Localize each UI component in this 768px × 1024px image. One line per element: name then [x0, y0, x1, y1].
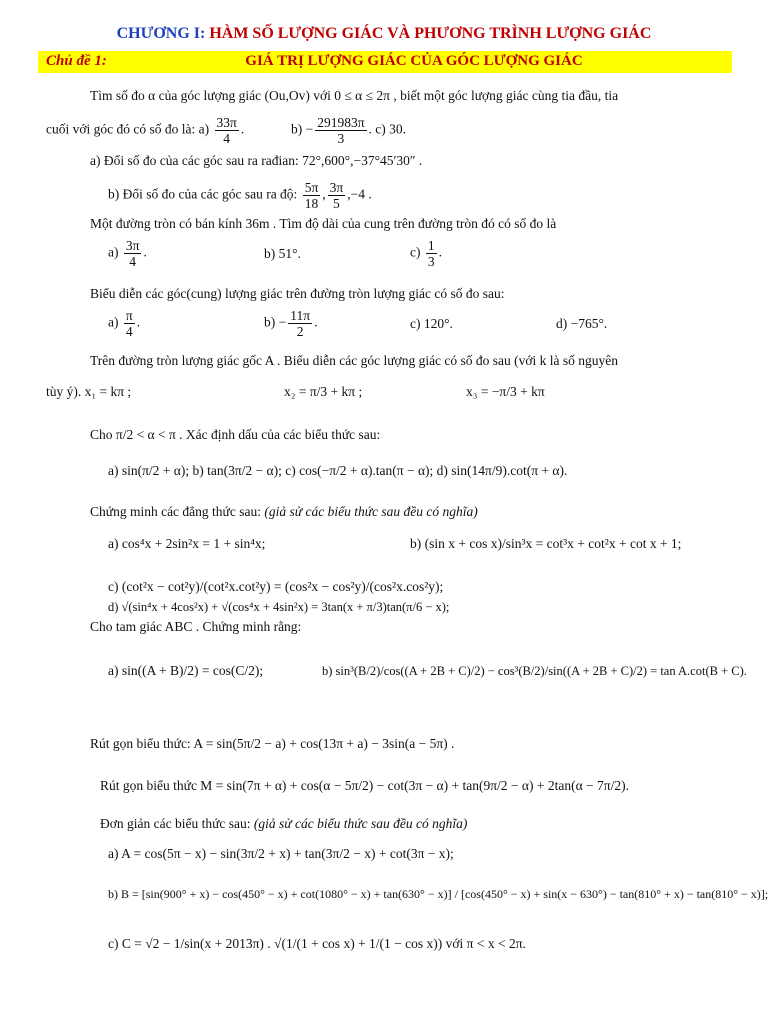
denominator: 18	[304, 196, 319, 211]
topic-title: GIÁ TRỊ LƯỢNG GIÁC CỦA GÓC LƯỢNG GIÁC	[245, 53, 583, 69]
problem-12-intro	[100, 815, 467, 833]
denominator: 4	[125, 324, 133, 339]
fraction	[303, 180, 321, 211]
problem-1-b-label: b)	[290, 121, 303, 137]
numerator: 3π	[125, 238, 140, 253]
problem-3: b) Đổi số đo của các góc sau ra độ: $\frac{5\pi}{18}$ , $\frac{3\pi}{5}$ ,−4 .	[108, 180, 372, 211]
problem-5-option-a: a) $\frac{\pi}{4}$ .	[108, 308, 141, 339]
problem-1-c: c) 30.	[375, 121, 407, 137]
problem-8-intro	[90, 503, 478, 521]
problem-12-hint: (giả sử các biểu thức sau đều có nghĩa)	[253, 816, 468, 831]
fraction	[328, 180, 346, 211]
problem-3-text: b) Đổi số đo của các góc sau ra độ:	[108, 186, 298, 202]
problem-7: Cho π/2 < α < π . Xác định dấu của các biểu thức sau:	[90, 427, 381, 442]
problem-8-text: Chứng minh các đẳng thức sau:	[90, 504, 261, 519]
numerator: 3π	[329, 180, 344, 195]
topic-label: Chủ đề 1:	[46, 53, 107, 69]
problem-8-a: a) cos⁴x + 2sin²x = 1 + sin⁴x;	[108, 536, 266, 551]
problem-1-text: cuối với góc đó có số đo là:	[46, 121, 196, 137]
numerator: 1	[427, 238, 435, 253]
problem-12-a: a) A = cos(5π − x) − sin(3π/2 + x) + tan(3π/2 − x) + cot(3π − x);	[108, 846, 454, 861]
numerator: 33π	[216, 115, 237, 130]
chapter-heading	[0, 25, 768, 43]
problem-8-d: d) √(sin⁴x + 4cos²x) + √(cos⁴x + 4sin²x) = 3tan(x + π/3)tan(π/6 − x);	[108, 600, 450, 614]
problem-8-c: c) (cot²x − cot²y)/(cot²x.cot²y) = (cos²x − cos²y)/(cos²x.cos²y);	[108, 579, 444, 594]
chapter-lead: CHƯƠNG I:	[116, 25, 206, 42]
fraction	[124, 308, 135, 339]
problem-9-a: a) sin((A + B)/2) = cos(C/2);	[108, 663, 264, 678]
numerator: π	[125, 308, 133, 323]
problem-4-options: a) $\frac{3\pi}{4}$ .	[108, 238, 147, 269]
denominator: 3	[337, 131, 345, 146]
numerator: 291983π	[317, 115, 365, 130]
problem-4-option-b: b) 51°.	[264, 246, 301, 261]
option-a-label: a)	[108, 314, 119, 330]
problem-1-line-2: cuối với góc đó có số đo là: a) $\frac{33\pi}{4}$ . b) − $\frac{291983\pi}{3}$ . c) 30.	[46, 115, 407, 146]
option-b-label: b)	[264, 314, 276, 330]
problem-6-line-1: Trên đường tròn lượng giác gốc A . Biểu diễn các góc lượng giác có số đo sau (với k là số nguyên	[90, 353, 619, 368]
problem-1-line-1: Tìm số đo α của góc lượng giác (Ou,Ov) với 0 ≤ α ≤ 2π , biết một góc lượng giác cùng tia đầu, tia	[90, 88, 619, 103]
option-a-label: a)	[108, 244, 119, 260]
chapter-title: HÀM SỐ LƯỢNG GIÁC VÀ PHƯƠNG TRÌNH LƯỢNG GIÁC	[209, 25, 652, 42]
denominator: 4	[223, 131, 231, 146]
problem-12-b: b) B = [sin(900° + x) − cos(450° − x) + cot(1080° − x) + tan(630° − x)] / [cos(450° − x) + sin(x − 630°) − tan(810° + x) − tan(810° − x)];	[108, 887, 768, 901]
problem-6-x3: x₃ = −π/3 + kπ	[466, 384, 545, 399]
problem-9-b: b) sin³(B/2)/cos((A + 2B + C)/2) − cos³(B/2)/sin((A + 2B + C)/2) = tan A.cot(B + C).	[322, 664, 747, 678]
problem-8-b: b) (sin x + cos x)/sin³x = cot³x + cot²x + cot x + 1;	[410, 536, 682, 551]
problem-3-tail: ,−4 .	[347, 186, 372, 202]
fraction	[124, 238, 142, 269]
fraction	[315, 115, 366, 146]
denominator: 2	[296, 324, 304, 339]
problem-12-text: Đơn giản các biểu thức sau:	[100, 816, 251, 831]
problem-7-items: a) sin(π/2 + α); b) tan(3π/2 − α); c) cos(−π/2 + α).tan(π − α); d) sin(14π/9).cot(π + α).	[108, 463, 568, 478]
problem-12-c: c) C = √2 − 1/sin(x + 2013π) . √(1/(1 + cos x) + 1/(1 − cos x)) với π < x < 2π.	[108, 936, 526, 951]
problem-5-option-b: b) − $\frac{11\pi}{2}$ .	[264, 308, 318, 339]
problem-2: a) Đổi số đo của các góc sau ra rađian: 72°,600°,−37°45′30″ .	[90, 153, 423, 168]
denominator: 3	[427, 254, 435, 269]
problem-9-intro: Cho tam giác ABC . Chứng minh rằng:	[90, 619, 302, 634]
problem-11: Rút gọn biểu thức M = sin(7π + α) + cos(α − 5π/2) − cot(3π − α) + tan(9π/2 − α) + 2tan(α − 7π/2).	[100, 778, 629, 793]
fraction	[215, 115, 239, 146]
problem-4: Một đường tròn có bán kính 36m . Tìm độ dài của cung trên đường tròn đó có số đo là	[90, 216, 557, 231]
problem-5: Biểu diễn các góc(cung) lượng giác trên đường tròn lượng giác có số đo sau:	[90, 286, 505, 301]
problem-10: Rút gọn biểu thức: A = sin(5π/2 − a) + cos(13π + a) − 3sin(a − 5π) .	[90, 736, 455, 751]
problem-8-hint: (giả sử các biểu thức sau đều có nghĩa)	[264, 504, 478, 519]
denominator: 4	[129, 254, 137, 269]
problem-1-a-label: a)	[198, 121, 210, 137]
numerator: 11π	[290, 308, 311, 323]
problem-4-option-c: c) $\frac{1}{3}$ .	[410, 238, 442, 269]
problem-5-option-d: d) −765°.	[556, 316, 608, 331]
numerator: 5π	[304, 180, 319, 195]
denominator: 5	[333, 196, 340, 211]
fraction	[288, 308, 312, 339]
problem-5-option-c: c) 120°.	[410, 316, 453, 331]
fraction	[426, 238, 437, 269]
problem-6-line-2: tùy ý). x₁ = kπ ;	[46, 384, 132, 399]
option-c-label: c)	[410, 244, 421, 260]
problem-6-x2: x₂ = π/3 + kπ ;	[284, 384, 363, 399]
